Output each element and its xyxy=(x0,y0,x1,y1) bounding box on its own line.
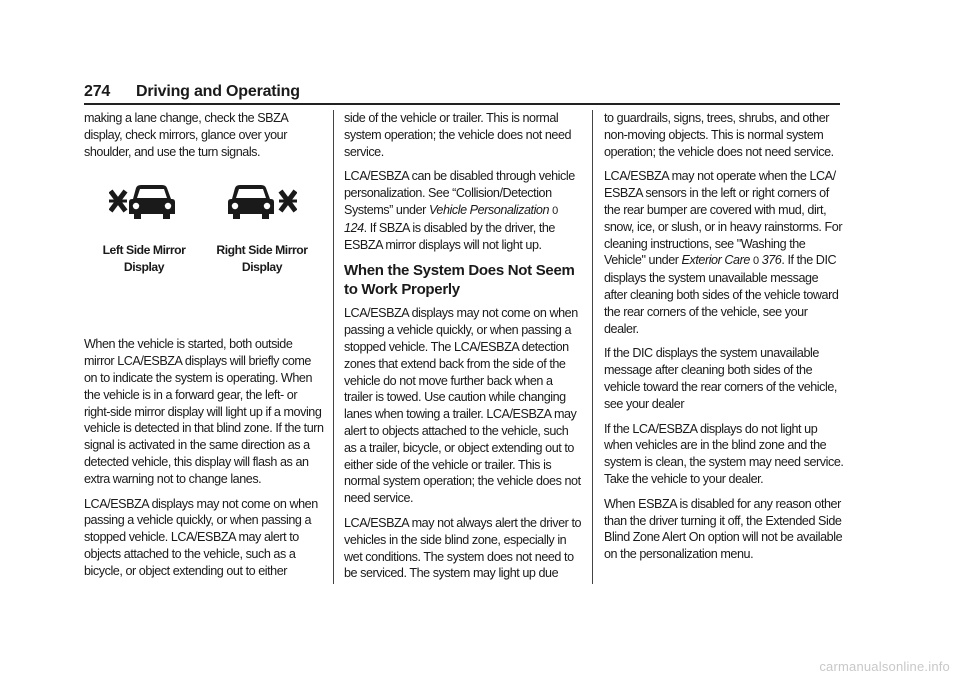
page-ref-arrow-icon: 0 xyxy=(552,204,558,217)
paragraph: If the LCA/ESBZA displays do not light up when vehicles are in the blind zone and the system is clean, the system may need service. Take the vehicle to your dealer. xyxy=(604,421,844,486)
page-number: 274 xyxy=(84,83,111,100)
column-divider-right xyxy=(592,110,593,584)
paragraph: When ESBZA is disabled for any reason other than the driver turning it off, the Extended Side Blind Zone Alert On option will not be available on the personalization menu. xyxy=(604,496,843,562)
left-caption-line-1: Left Side Mirror xyxy=(102,243,186,258)
right-mirror-figure xyxy=(210,180,314,276)
paragraph: LCA/ESBZA displays may not come on when passing a vehicle quickly, or when passing a stopped vehicle. LCA/ESBZA may alert to objects attached to the vehicle, such as a bicycle, or object extending out to either xyxy=(84,496,318,578)
paragraph: side of the vehicle or trailer. This is normal system operation; the vehicle does not need service. xyxy=(344,111,572,159)
paragraph: LCA/ESBZA may not always alert the driver to vehicles in the side blind zone, especially in wet conditions. The system does not need to be serviced. The system may light up due xyxy=(344,515,582,581)
left-mirror-figure xyxy=(92,180,196,276)
watermark: carmanualsonline.info xyxy=(819,659,950,674)
paragraph: When the vehicle is started, both outside mirror LCA/ESBZA displays will briefly come on to indicate the system is operating. When the vehicle is in a forward gear, the left- or right-side mirror display will light up if a moving vehicle is detected in that blind zone. If the turn signal is activated in the same direction as a detected vehicle, this display will flash as an extra warning not to change lanes. xyxy=(84,337,324,486)
paragraph: LCA/ESBZA displays may not come on when passing a vehicle quickly, or when passing a stopped vehicle. The LCA/ESBZA detection zones that extend back from the side of the vehicle do not move further back when a trailer is towed. Use caution while changing lanes when towing a trailer. LCA/ESBZA may alert to objects attached to the vehicle, such as a trailer, bicycle, or object extending out to either side of the vehicle or trailer. This is normal system operation; the vehicle does not need service. xyxy=(344,306,581,506)
section-title: Driving and Operating xyxy=(136,83,300,100)
paragraph: LCA/ESBZA can be disabled through vehicle personalization. See “Collision/Detection Systems” under Vehicle Personalization 0 124. If SBZA is disabled by the driver, the ESBZA mirror displays will not light up. xyxy=(344,169,575,252)
column-divider-left xyxy=(333,110,334,584)
page-ref-arrow-icon: 0 xyxy=(752,255,759,268)
subsection-heading: When the System Does Not Seem to Work Properly xyxy=(344,262,575,299)
header-rule xyxy=(84,103,840,105)
cross-reference-title[interactable]: Exterior Care xyxy=(681,253,750,268)
right-caption-line-2: Display xyxy=(241,260,283,275)
mirror-display-figures xyxy=(84,180,324,330)
left-caption-line-2: Display xyxy=(123,260,165,275)
right-caption-line-1: Right Side Mirror xyxy=(216,243,308,258)
paragraph: LCA/ESBZA may not operate when the LCA/ ESBZA sensors in the left or right corners of the rear bumper are covered with mud, dirt, snow, ice, or slush, or in heavy rainstorms. For cleaning instructions, see "Washing the Vehicle" under Exterior Care 0 376. If the DIC displays the system unavailable message after cleaning both sides of the vehicle toward the rear corners of the vehicle, see your dealer. xyxy=(604,169,843,336)
paragraph: to guardrails, signs, trees, shrubs, and other non-moving objects. This is normal system operation; the vehicle does not need service. xyxy=(604,111,834,159)
page-header xyxy=(84,83,840,105)
paragraph: making a lane change, check the SBZA display, check mirrors, glance over your shoulder, and use the turn signals. xyxy=(84,111,288,159)
cross-reference-page[interactable]: 124 xyxy=(344,220,364,235)
paragraph: If the DIC displays the system unavailable message after cleaning both sides of the vehicle toward the rear corners of the vehicle, see your dealer xyxy=(604,346,837,411)
column-2 xyxy=(344,110,582,590)
column-3 xyxy=(604,110,844,571)
car-front-with-right-alert-icon xyxy=(227,180,297,224)
car-front-with-left-alert-icon xyxy=(109,180,179,224)
cross-reference-page[interactable]: 376 xyxy=(761,253,782,268)
cross-reference-title[interactable]: Vehicle Personalization xyxy=(428,202,550,217)
column-1 xyxy=(84,110,324,588)
